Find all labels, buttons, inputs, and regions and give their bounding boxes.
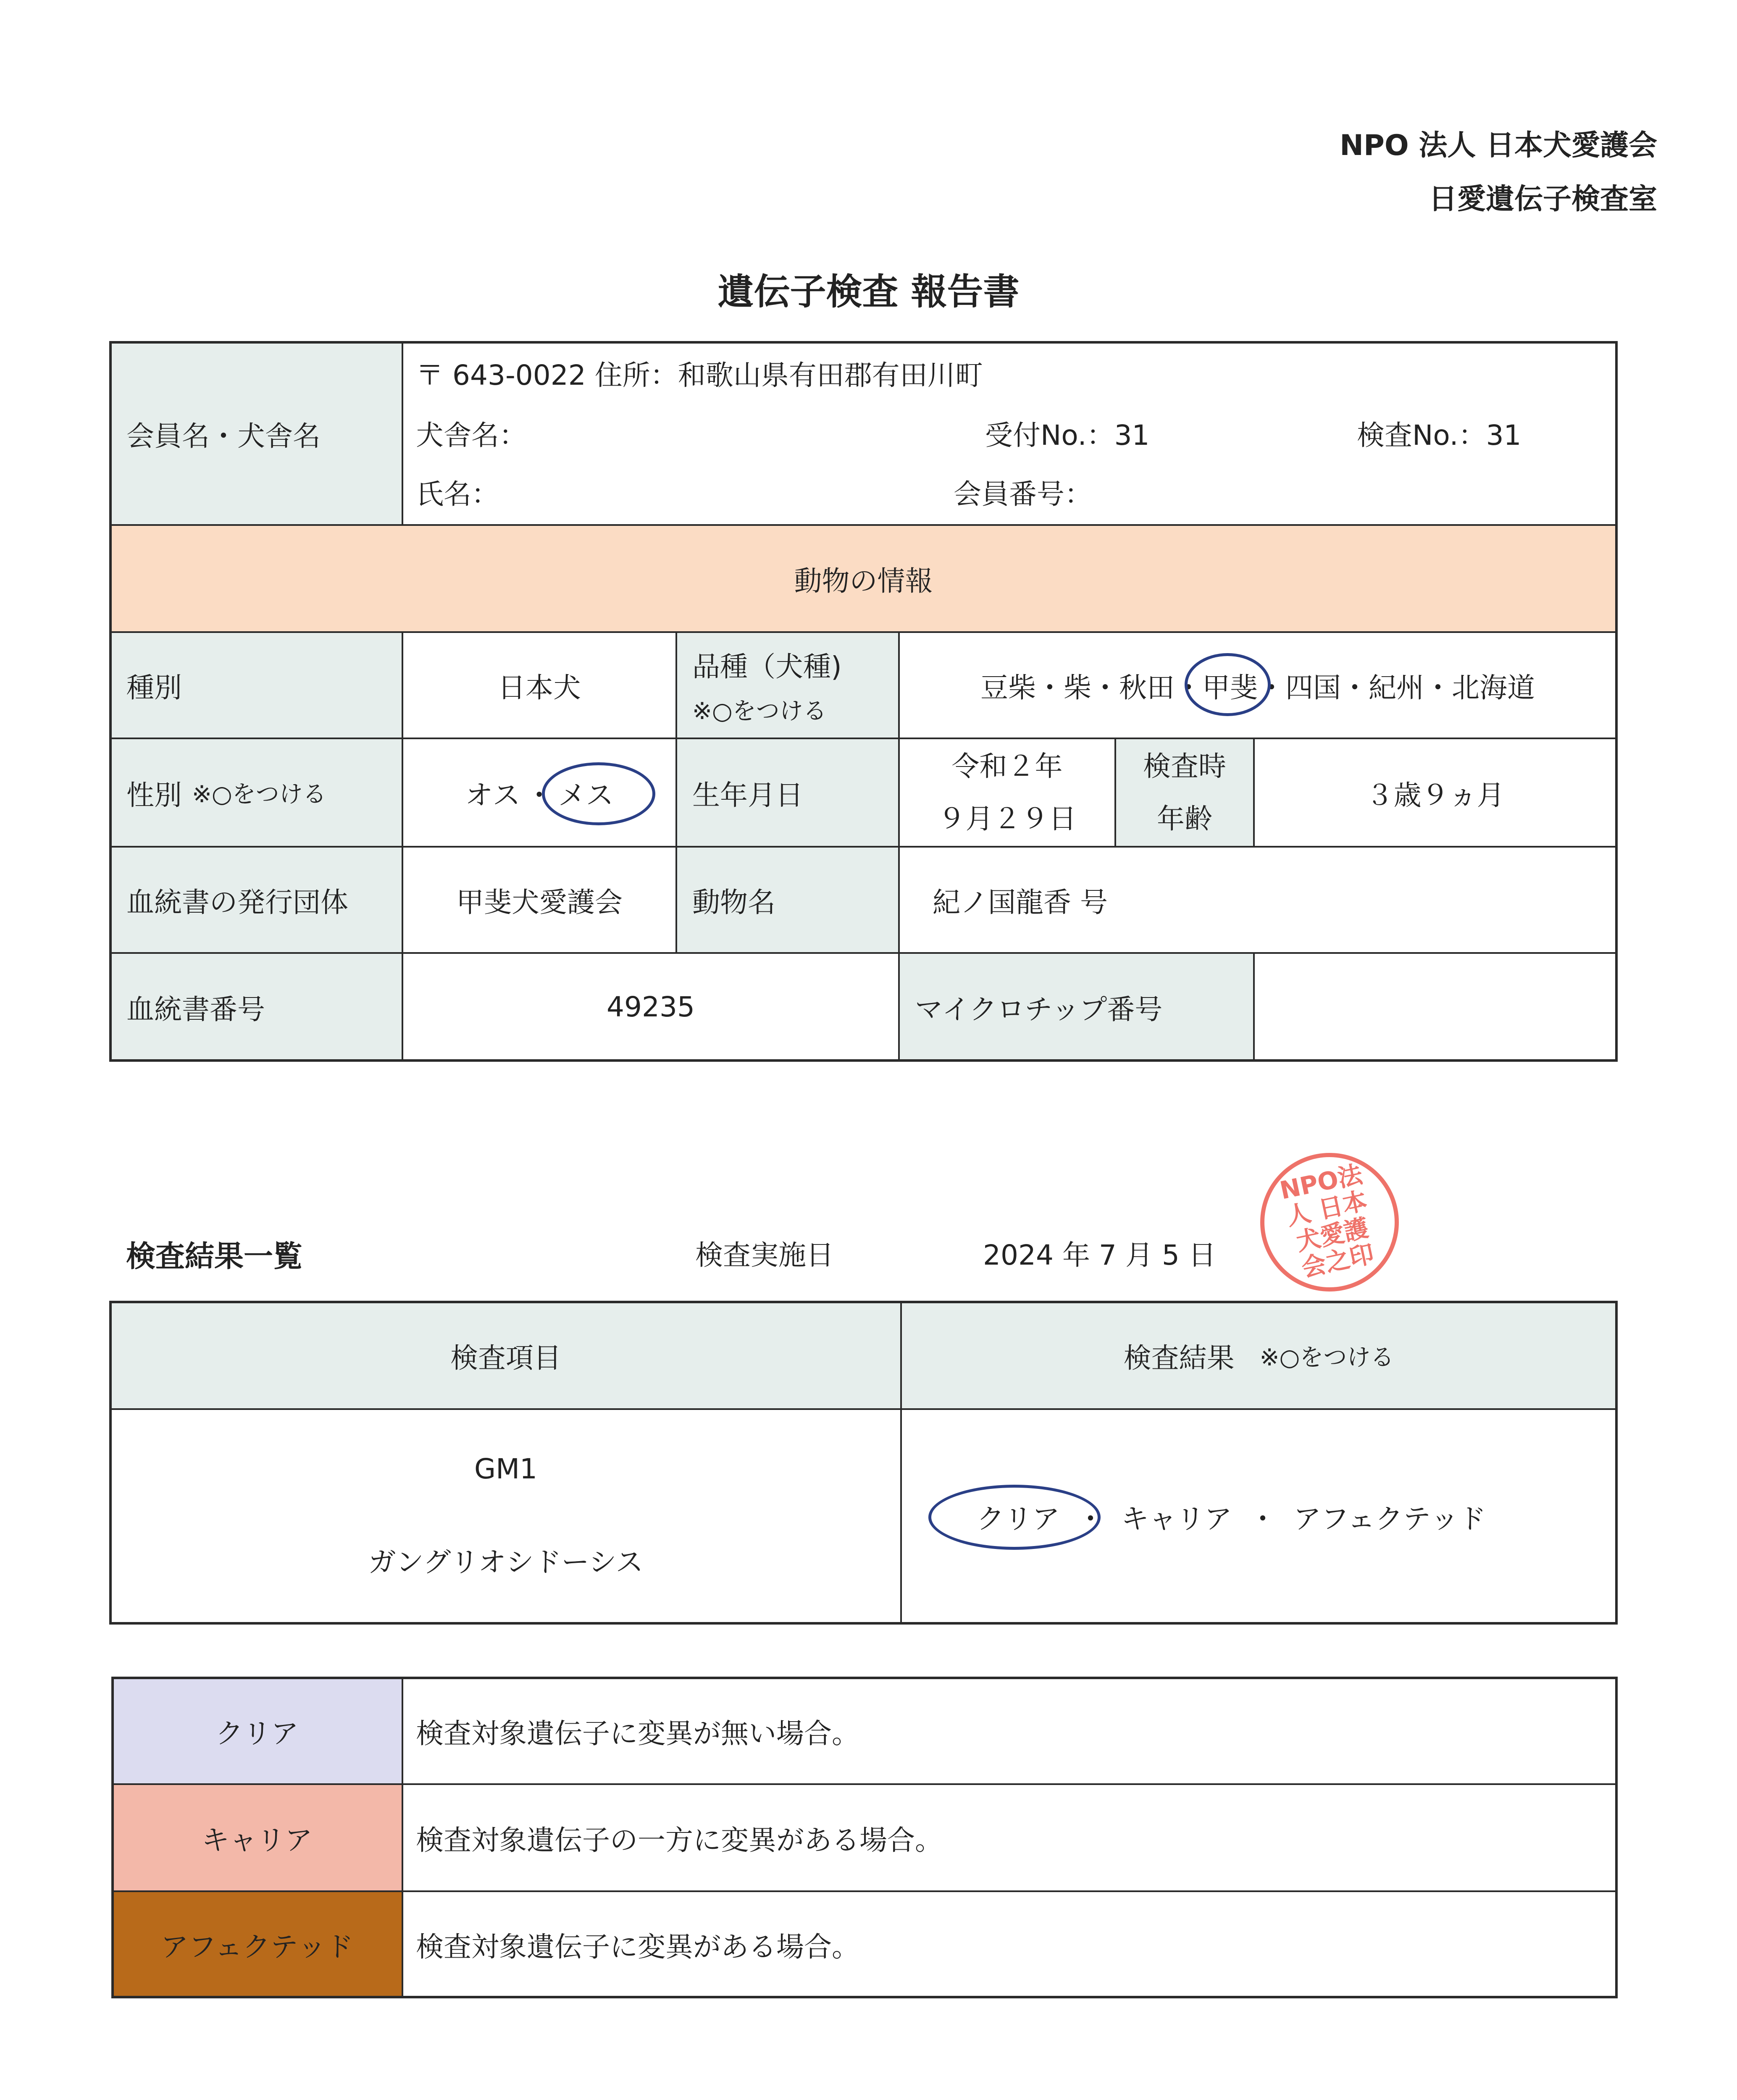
org-name: NPO 法人 日本犬愛護会: [1340, 129, 1657, 162]
breed-label: 品種（犬種): [692, 651, 842, 683]
sex-male: オス: [465, 779, 520, 811]
dob-value: [899, 738, 1115, 847]
pedigree-org-label: 血統書の発行団体: [110, 847, 402, 953]
breed-opt-shikoku: 四国: [1285, 672, 1341, 704]
microchip-value: [1254, 953, 1616, 1060]
breed-opt-mameshiba: 豆柴: [980, 672, 1036, 704]
breed-note: ※○をつける: [692, 698, 827, 725]
org-lab: 日愛遺伝子検査室: [1428, 183, 1657, 216]
legend-clear-desc: 検査対象遺伝子に変異が無い場合。: [416, 1717, 859, 1750]
legend-carrier-label: キャリア: [113, 1784, 402, 1891]
test-date-value: 2024 年 7 月 5 日: [983, 1239, 1216, 1271]
animal-name-value: 紀ノ国龍香 号: [933, 886, 1108, 919]
pedigree-org-value: 甲斐犬愛護会: [456, 886, 623, 919]
breed-opt-hokkaido: 北海道: [1452, 672, 1535, 704]
result-affected: アフェクテッド: [1293, 1502, 1486, 1535]
report-title: 遺伝子検査 報告書: [717, 271, 1020, 313]
result-carrier: キャリア: [1121, 1502, 1232, 1535]
legend-affected-desc: 検査対象遺伝子に変異がある場合。: [416, 1930, 859, 1963]
breed-opt-shiba: 柴: [1064, 672, 1091, 704]
legend-carrier-desc: 検査対象遺伝子の一方に変異がある場合。: [416, 1824, 943, 1856]
test-item-code: GM1: [474, 1453, 538, 1485]
result-note: ※○をつける: [1259, 1344, 1394, 1371]
species-value: 日本犬: [498, 672, 581, 704]
dob-label: 生年月日: [676, 738, 899, 847]
species-label: 種別: [110, 632, 402, 738]
age-value: ３歳９ヵ月: [1366, 779, 1505, 811]
breed-label-cell: [676, 632, 899, 738]
pedigree-no-value: 49235: [607, 990, 695, 1023]
sex-label-cell: [110, 738, 402, 847]
result-clear: クリア: [977, 1502, 1060, 1535]
receipt-no: 受付No.：31: [985, 419, 1150, 452]
result-selected-circle: [928, 1485, 1101, 1550]
dob-era-year: 令和２年: [951, 750, 1063, 782]
test-result-options: クリア ・ キャリア ・ アフェクテッド: [901, 1409, 1616, 1623]
col-test-result: 検査結果 ※○をつける: [901, 1302, 1616, 1409]
breed-options: 豆柴 ・ 柴 ・ 秋田 ・ 甲斐 ・ 四国 ・ 紀州 ・ 北海道: [899, 632, 1616, 738]
test-item: [110, 1409, 901, 1623]
results-heading: 検査結果一覧: [126, 1239, 302, 1273]
sex-selected-circle: [542, 762, 655, 825]
sex-label: 性別: [126, 779, 182, 811]
organization-seal: NPO法人 日本犬愛護会之印: [1260, 1153, 1399, 1292]
member-label: 会員名・犬舎名: [110, 342, 402, 525]
member-no-label: 会員番号：: [954, 478, 1092, 510]
kennel-label: 犬舎名：: [416, 419, 527, 452]
test-item-name: ガングリオシドーシス: [368, 1546, 644, 1578]
breed-opt-akita: 秋田: [1119, 672, 1175, 704]
microchip-label: マイクロチップ番号: [899, 953, 1254, 1060]
exam-no: 検査No.：31: [1357, 419, 1522, 452]
address: 〒 643-0022 住所：和歌山県有田郡有田川町: [416, 359, 983, 391]
owner-name-label: 氏名：: [416, 478, 499, 510]
dob-month-day: ９月２９日: [938, 803, 1077, 835]
pedigree-no-label: 血統書番号: [110, 953, 402, 1060]
legend-clear-label: クリア: [113, 1678, 402, 1784]
test-date-label: 検査実施日: [695, 1239, 834, 1271]
age-label: 検査時 年齢: [1115, 738, 1254, 847]
animal-section-header: 動物の情報: [110, 525, 1616, 632]
breed-opt-kishu: 紀州: [1369, 672, 1424, 704]
legend-affected-label: アフェクテッド: [113, 1891, 402, 1997]
animal-name-label: 動物名: [676, 847, 899, 953]
sex-female: メス: [558, 779, 614, 811]
breed-selected-circle: [1185, 653, 1271, 716]
col-test-item: 検査項目: [110, 1302, 901, 1409]
sex-note: ※○をつける: [192, 781, 326, 808]
sex-options: オス ・ メス: [402, 738, 676, 847]
breed-opt-kai: 甲斐: [1202, 672, 1258, 704]
